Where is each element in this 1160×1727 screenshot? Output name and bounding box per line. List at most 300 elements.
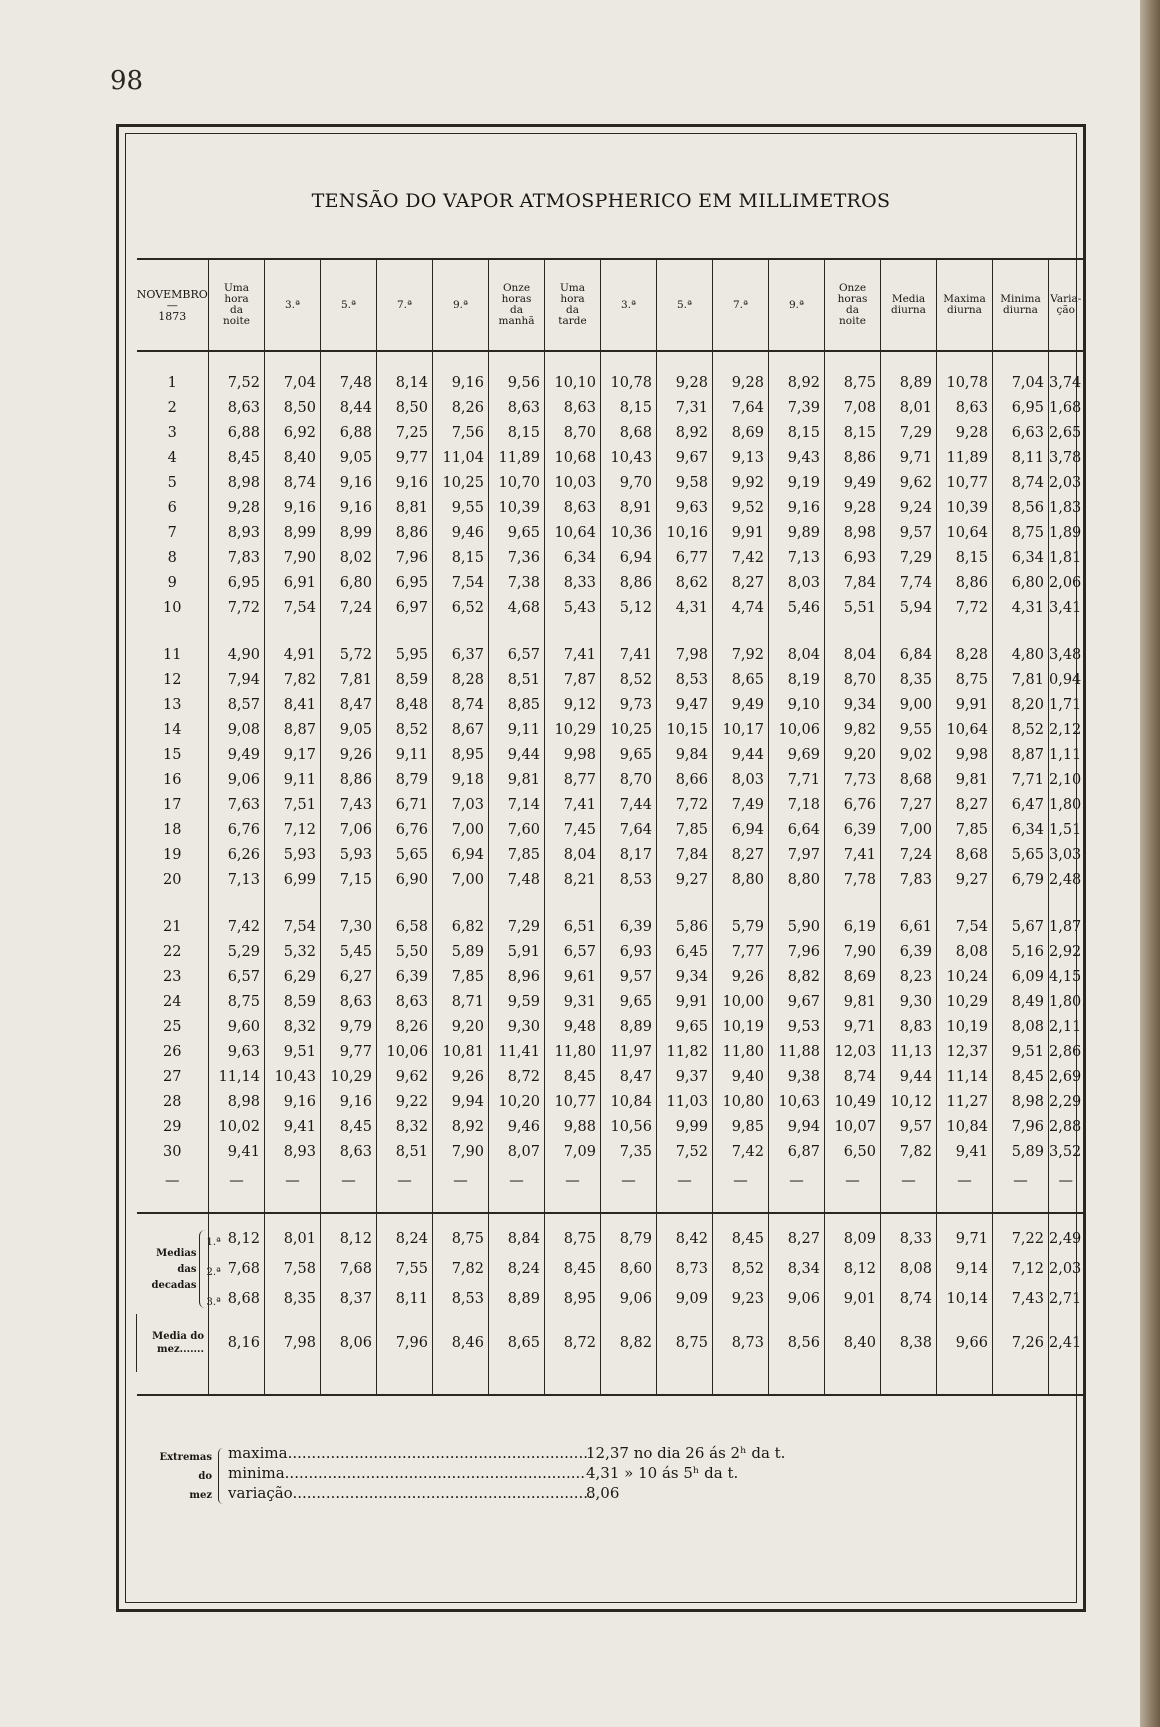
spacer-cell — [489, 1213, 545, 1224]
header-text: 5.ª — [340, 298, 356, 311]
value-cell: 4,31 — [993, 595, 1049, 620]
value-cell: 11,82 — [657, 1039, 713, 1064]
dash-cell: — — [657, 1164, 713, 1198]
value-cell: 6,95 — [377, 570, 433, 595]
value-cell: 8,45 — [993, 1064, 1049, 1089]
value-cell: 9,73 — [601, 692, 657, 717]
value-cell: 8,74 — [825, 1064, 881, 1089]
value-cell: 6,64 — [769, 817, 825, 842]
value-cell: 3,48 — [1049, 642, 1083, 667]
value-cell: 6,93 — [601, 939, 657, 964]
value-cell: 7,04 — [993, 370, 1049, 395]
value-cell: 7,14 — [489, 792, 545, 817]
value-cell: 7,00 — [881, 817, 937, 842]
value-cell: 8,63 — [321, 989, 377, 1014]
value-cell: 9,58 — [657, 470, 713, 495]
day-cell: 21 — [163, 918, 182, 935]
header-text: horas — [501, 293, 532, 305]
value-cell: 9,16 — [377, 470, 433, 495]
value-cell: 1,87 — [1049, 914, 1083, 939]
value-cell: 6,76 — [825, 792, 881, 817]
value-cell: 5,93 — [265, 842, 321, 867]
value-cell: 8,44 — [321, 395, 377, 420]
header-cell — [137, 259, 209, 351]
value-cell: 11,80 — [545, 1039, 601, 1064]
value-cell: 7,97 — [769, 842, 825, 867]
value-cell: 11,41 — [489, 1039, 545, 1064]
decada-value-cell: 9,71 — [937, 1224, 993, 1254]
value-cell: 7,24 — [881, 842, 937, 867]
value-cell: 9,22 — [377, 1089, 433, 1114]
spacer-cell — [137, 1198, 209, 1213]
value-cell: 5,29 — [209, 939, 265, 964]
value-cell: 9,11 — [377, 742, 433, 767]
value-cell: 7,63 — [209, 792, 265, 817]
value-cell: 8,86 — [937, 570, 993, 595]
header-cell — [713, 259, 769, 351]
table-row — [137, 692, 1083, 717]
value-cell: 10,80 — [713, 1089, 769, 1114]
value-cell: 1,68 — [1049, 395, 1083, 420]
value-cell: 9,92 — [713, 470, 769, 495]
value-cell: 9,10 — [769, 692, 825, 717]
value-cell: 7,49 — [713, 792, 769, 817]
spacer-cell — [825, 1198, 881, 1213]
value-cell: 9,59 — [489, 989, 545, 1014]
media-mez-value-cell: 8,75 — [657, 1314, 713, 1372]
decada-value-cell: 7,22 — [993, 1224, 1049, 1254]
value-cell: 8,59 — [265, 989, 321, 1014]
value-cell: 9,30 — [881, 989, 937, 1014]
value-cell: 8,51 — [377, 1139, 433, 1164]
value-cell: 9,65 — [601, 742, 657, 767]
value-cell: 8,63 — [545, 495, 601, 520]
value-cell: 7,84 — [657, 842, 713, 867]
value-cell: 9,12 — [545, 692, 601, 717]
value-cell: 4,31 — [657, 595, 713, 620]
value-cell: 7,85 — [657, 817, 713, 842]
dash-cell: — — [165, 1173, 180, 1189]
value-cell: 7,90 — [433, 1139, 489, 1164]
spacer-cell — [993, 1372, 1049, 1395]
value-cell: 11,80 — [713, 1039, 769, 1064]
value-cell: 7,43 — [321, 792, 377, 817]
value-cell: 9,16 — [265, 495, 321, 520]
value-cell: 6,29 — [265, 964, 321, 989]
value-cell: 9,46 — [433, 520, 489, 545]
value-cell: 11,13 — [881, 1039, 937, 1064]
spacer-cell — [209, 351, 265, 370]
value-cell: 8,71 — [433, 989, 489, 1014]
value-cell: 6,26 — [209, 842, 265, 867]
value-cell: 9,98 — [545, 742, 601, 767]
value-cell: 8,63 — [321, 1139, 377, 1164]
value-cell: 9,57 — [881, 1114, 937, 1139]
value-cell: 8,53 — [657, 667, 713, 692]
header-text: da — [566, 304, 579, 316]
value-cell: 5,91 — [489, 939, 545, 964]
table-row — [137, 1089, 1083, 1114]
spacer-cell — [137, 1213, 209, 1224]
decada-value-cell: 8,68 — [209, 1284, 265, 1314]
spacer-cell — [377, 1198, 433, 1213]
spacer-cell — [265, 1198, 321, 1213]
value-cell: 10,43 — [601, 445, 657, 470]
value-cell: 9,20 — [433, 1014, 489, 1039]
media-mez-value-cell: 8,16 — [209, 1314, 265, 1372]
value-cell: 6,45 — [657, 939, 713, 964]
value-cell: 6,34 — [545, 545, 601, 570]
decada-value-cell: 9,14 — [937, 1254, 993, 1284]
value-cell: 8,03 — [713, 767, 769, 792]
spacer-cell — [601, 1372, 657, 1395]
dash-cell: — — [489, 1164, 545, 1198]
value-cell: 8,52 — [377, 717, 433, 742]
value-cell: 8,92 — [769, 370, 825, 395]
header-text: 1873 — [158, 309, 187, 323]
media-mez-value-cell: 7,26 — [993, 1314, 1049, 1372]
value-cell: 8,85 — [489, 692, 545, 717]
value-cell: 10,78 — [937, 370, 993, 395]
value-cell: 8,01 — [881, 395, 937, 420]
value-cell: 10,02 — [209, 1114, 265, 1139]
value-cell: 6,57 — [209, 964, 265, 989]
header-text: Minima — [1000, 293, 1041, 305]
value-cell: 6,51 — [545, 914, 601, 939]
value-cell: 7,27 — [881, 792, 937, 817]
spacer-cell — [433, 1198, 489, 1213]
value-cell: 9,62 — [377, 1064, 433, 1089]
value-cell: 7,36 — [489, 545, 545, 570]
decada-number: 1.ª — [206, 1237, 221, 1248]
value-cell: 10,77 — [545, 1089, 601, 1114]
value-cell: 8,95 — [433, 742, 489, 767]
value-cell: 5,12 — [601, 595, 657, 620]
value-cell: 9,65 — [489, 520, 545, 545]
value-cell: 7,72 — [657, 792, 713, 817]
value-cell: 8,27 — [937, 792, 993, 817]
table-body — [137, 351, 1083, 1395]
decadas-numbers — [207, 1228, 221, 1318]
value-cell: 6,39 — [881, 939, 937, 964]
decada-value-cell: 8,34 — [769, 1254, 825, 1284]
value-cell: 7,35 — [601, 1139, 657, 1164]
header-cell — [321, 259, 377, 351]
value-cell: 7,54 — [433, 570, 489, 595]
value-cell: 8,70 — [825, 667, 881, 692]
spacer-cell — [825, 351, 881, 370]
spacer-cell — [489, 620, 545, 642]
decada-value-cell: 8,89 — [489, 1284, 545, 1314]
value-cell: 9,16 — [321, 470, 377, 495]
header-cell — [601, 259, 657, 351]
media-mez-label — [137, 1314, 209, 1372]
value-cell: 9,48 — [545, 1014, 601, 1039]
value-cell: 8,80 — [769, 867, 825, 892]
value-cell: 7,96 — [993, 1114, 1049, 1139]
spacer-cell — [209, 1372, 265, 1395]
value-cell: 8,96 — [489, 964, 545, 989]
header-cell — [657, 259, 713, 351]
value-cell: 8,11 — [993, 445, 1049, 470]
value-cell: 10,20 — [489, 1089, 545, 1114]
spacer-row — [137, 892, 1083, 914]
value-cell: 9,16 — [769, 495, 825, 520]
spacer-cell — [545, 1372, 601, 1395]
value-cell: 10,63 — [769, 1089, 825, 1114]
decadas-label-cell — [137, 1224, 221, 1314]
value-cell: 7,39 — [769, 395, 825, 420]
decada-value-cell: 8,08 — [881, 1254, 937, 1284]
vapor-table — [136, 258, 1083, 1396]
value-cell: 8,75 — [937, 667, 993, 692]
book-edge — [1140, 0, 1160, 1727]
value-cell: 9,51 — [265, 1039, 321, 1064]
value-cell: 9,24 — [881, 495, 937, 520]
value-cell: 9,34 — [657, 964, 713, 989]
value-cell: 6,50 — [825, 1139, 881, 1164]
value-cell: 11,27 — [937, 1089, 993, 1114]
decada-value-cell: 7,55 — [377, 1254, 433, 1284]
media-mez-value-cell: 8,56 — [769, 1314, 825, 1372]
spacer-cell — [137, 620, 209, 642]
decadas-title-line: Medias — [156, 1248, 197, 1259]
header-text: 7.ª — [732, 298, 748, 311]
header-text: da — [510, 304, 523, 316]
value-cell: 9,79 — [321, 1014, 377, 1039]
decada-value-cell: 8,37 — [321, 1284, 377, 1314]
value-cell: 6,79 — [993, 867, 1049, 892]
decada-value-cell: 8,12 — [825, 1254, 881, 1284]
value-cell: 7,54 — [937, 914, 993, 939]
spacer-cell — [1049, 620, 1083, 642]
value-cell: 7,13 — [209, 867, 265, 892]
dash-cell: — — [937, 1164, 993, 1198]
value-cell: 7,60 — [489, 817, 545, 842]
spacer-cell — [769, 1372, 825, 1395]
value-cell: 9,46 — [489, 1114, 545, 1139]
extreme-maxima: maxima............................................................... — [228, 1444, 588, 1462]
value-cell: 10,25 — [433, 470, 489, 495]
value-cell: 8,14 — [377, 370, 433, 395]
value-cell: 6,34 — [993, 817, 1049, 842]
day-cell: 29 — [163, 1118, 182, 1135]
extremes-brace — [218, 1448, 225, 1504]
value-cell: 6,82 — [433, 914, 489, 939]
value-cell: 10,19 — [937, 1014, 993, 1039]
value-cell: 9,94 — [433, 1089, 489, 1114]
spacer-cell — [433, 620, 489, 642]
value-cell: 6,39 — [377, 964, 433, 989]
value-cell: 8,53 — [601, 867, 657, 892]
value-cell: 7,25 — [377, 420, 433, 445]
value-cell: 8,45 — [209, 445, 265, 470]
value-cell: 10,77 — [937, 470, 993, 495]
value-cell: 10,84 — [601, 1089, 657, 1114]
value-cell: 9,82 — [825, 717, 881, 742]
value-cell: 1,71 — [1049, 692, 1083, 717]
dash-cell: — — [993, 1164, 1049, 1198]
value-cell: 9,26 — [713, 964, 769, 989]
media-mez-label-line: Media do — [152, 1331, 204, 1342]
value-cell: 5,79 — [713, 914, 769, 939]
value-cell: 8,28 — [433, 667, 489, 692]
value-cell: 9,40 — [713, 1064, 769, 1089]
decada-value-cell: 8,11 — [377, 1284, 433, 1314]
value-cell: 9,91 — [937, 692, 993, 717]
header-text: 7.ª — [396, 298, 412, 311]
value-cell: 7,87 — [545, 667, 601, 692]
spacer-row — [137, 1213, 1083, 1224]
day-cell: 17 — [163, 796, 182, 813]
decada-value-cell: 10,14 — [937, 1284, 993, 1314]
spacer-cell — [769, 1198, 825, 1213]
table-row — [137, 867, 1083, 892]
value-cell: 11,89 — [937, 445, 993, 470]
value-cell: 7,84 — [825, 570, 881, 595]
value-cell: 9,41 — [265, 1114, 321, 1139]
value-cell: 10,49 — [825, 1089, 881, 1114]
value-cell: 10,56 — [601, 1114, 657, 1139]
value-cell: 7,29 — [881, 420, 937, 445]
header-text: Uma — [559, 282, 586, 294]
value-cell: 9,49 — [713, 692, 769, 717]
day-cell: 10 — [163, 599, 182, 616]
value-cell: 7,41 — [545, 792, 601, 817]
value-cell: 8,04 — [545, 842, 601, 867]
value-cell: 7,83 — [881, 867, 937, 892]
value-cell: 9,67 — [769, 989, 825, 1014]
spacer-cell — [601, 620, 657, 642]
spacer-cell — [209, 892, 265, 914]
value-cell: 6,90 — [377, 867, 433, 892]
value-cell: 9,27 — [937, 867, 993, 892]
value-cell: 10,81 — [433, 1039, 489, 1064]
header-text: noite — [839, 315, 866, 327]
value-cell: 10,64 — [937, 520, 993, 545]
value-cell: 8,45 — [321, 1114, 377, 1139]
value-cell: 8,27 — [713, 570, 769, 595]
media-mez-value-cell: 8,06 — [321, 1314, 377, 1372]
spacer-cell — [137, 1372, 209, 1395]
decada-value-cell: 9,09 — [657, 1284, 713, 1314]
value-cell: 5,50 — [377, 939, 433, 964]
value-cell: 11,03 — [657, 1089, 713, 1114]
value-cell: 9,18 — [433, 767, 489, 792]
dash-row — [137, 1164, 1083, 1198]
table-row — [137, 1064, 1083, 1089]
value-cell: 10,39 — [937, 495, 993, 520]
header-text: Maxima — [943, 293, 986, 305]
dash-cell: — — [881, 1164, 937, 1198]
value-cell: 9,44 — [489, 742, 545, 767]
table-row — [137, 989, 1083, 1014]
header-text: manhã — [498, 315, 535, 327]
value-cell: 5,43 — [545, 595, 601, 620]
day-cell: 24 — [163, 993, 182, 1010]
header-row — [137, 259, 1083, 351]
spacer-cell — [881, 1198, 937, 1213]
value-cell: 6,94 — [713, 817, 769, 842]
decada-value-cell: 2,71 — [1049, 1284, 1083, 1314]
value-cell: 9,17 — [265, 742, 321, 767]
spacer-cell — [377, 1213, 433, 1224]
value-cell: 8,82 — [769, 964, 825, 989]
decada-value-cell: 7,58 — [265, 1254, 321, 1284]
value-cell: 3,74 — [1049, 370, 1083, 395]
value-cell: 8,08 — [937, 939, 993, 964]
value-cell: 7,00 — [433, 817, 489, 842]
decada-value-cell: 9,06 — [769, 1284, 825, 1314]
value-cell: 9,28 — [825, 495, 881, 520]
value-cell: 9,06 — [209, 767, 265, 792]
value-cell: 8,74 — [993, 470, 1049, 495]
value-cell: 7,98 — [657, 642, 713, 667]
value-cell: 2,11 — [1049, 1014, 1083, 1039]
value-cell: 8,63 — [209, 395, 265, 420]
day-cell: 20 — [163, 871, 182, 888]
value-cell: 10,17 — [713, 717, 769, 742]
table-row — [137, 370, 1083, 395]
decadas-label — [137, 1224, 221, 1314]
header-text: da — [846, 304, 859, 316]
value-cell: 8,86 — [321, 767, 377, 792]
value-cell: 8,65 — [713, 667, 769, 692]
value-cell: 7,85 — [433, 964, 489, 989]
value-cell: 1,80 — [1049, 792, 1083, 817]
value-cell: 8,63 — [545, 395, 601, 420]
value-cell: 7,29 — [881, 545, 937, 570]
value-cell: 8,70 — [545, 420, 601, 445]
spacer-cell — [769, 892, 825, 914]
table-row — [137, 1014, 1083, 1039]
value-cell: 9,30 — [489, 1014, 545, 1039]
spacer-cell — [993, 1198, 1049, 1213]
spacer-cell — [937, 1213, 993, 1224]
value-cell: 7,74 — [881, 570, 937, 595]
value-cell: 4,91 — [265, 642, 321, 667]
value-cell: 6,92 — [265, 420, 321, 445]
extremes-label: Extremas do mez — [159, 1452, 212, 1501]
value-cell: 6,76 — [377, 817, 433, 842]
header-text: 9.ª — [788, 298, 804, 311]
spacer-cell — [769, 620, 825, 642]
value-cell: 7,71 — [769, 767, 825, 792]
decadas-title — [143, 1246, 197, 1294]
spacer-cell — [209, 1213, 265, 1224]
value-cell: 5,32 — [265, 939, 321, 964]
decada-value-cell: 7,68 — [209, 1254, 265, 1284]
value-cell: 7,08 — [825, 395, 881, 420]
extreme-variacao: variação............................................................... — [228, 1484, 593, 1502]
value-cell: 9,91 — [713, 520, 769, 545]
value-cell: 9,05 — [321, 717, 377, 742]
value-cell: 7,44 — [601, 792, 657, 817]
value-cell: 11,04 — [433, 445, 489, 470]
value-cell: 7,71 — [993, 767, 1049, 792]
day-cell: 18 — [163, 821, 182, 838]
value-cell: 9,28 — [209, 495, 265, 520]
header-text: diurna — [947, 304, 982, 316]
value-cell: 10,10 — [545, 370, 601, 395]
value-cell: 10,29 — [937, 989, 993, 1014]
value-cell: 8,15 — [769, 420, 825, 445]
spacer-cell — [433, 892, 489, 914]
decada-value-cell: 2,03 — [1049, 1254, 1083, 1284]
value-cell: 8,75 — [993, 520, 1049, 545]
day-cell: 19 — [163, 846, 182, 863]
value-cell: 9,53 — [769, 1014, 825, 1039]
